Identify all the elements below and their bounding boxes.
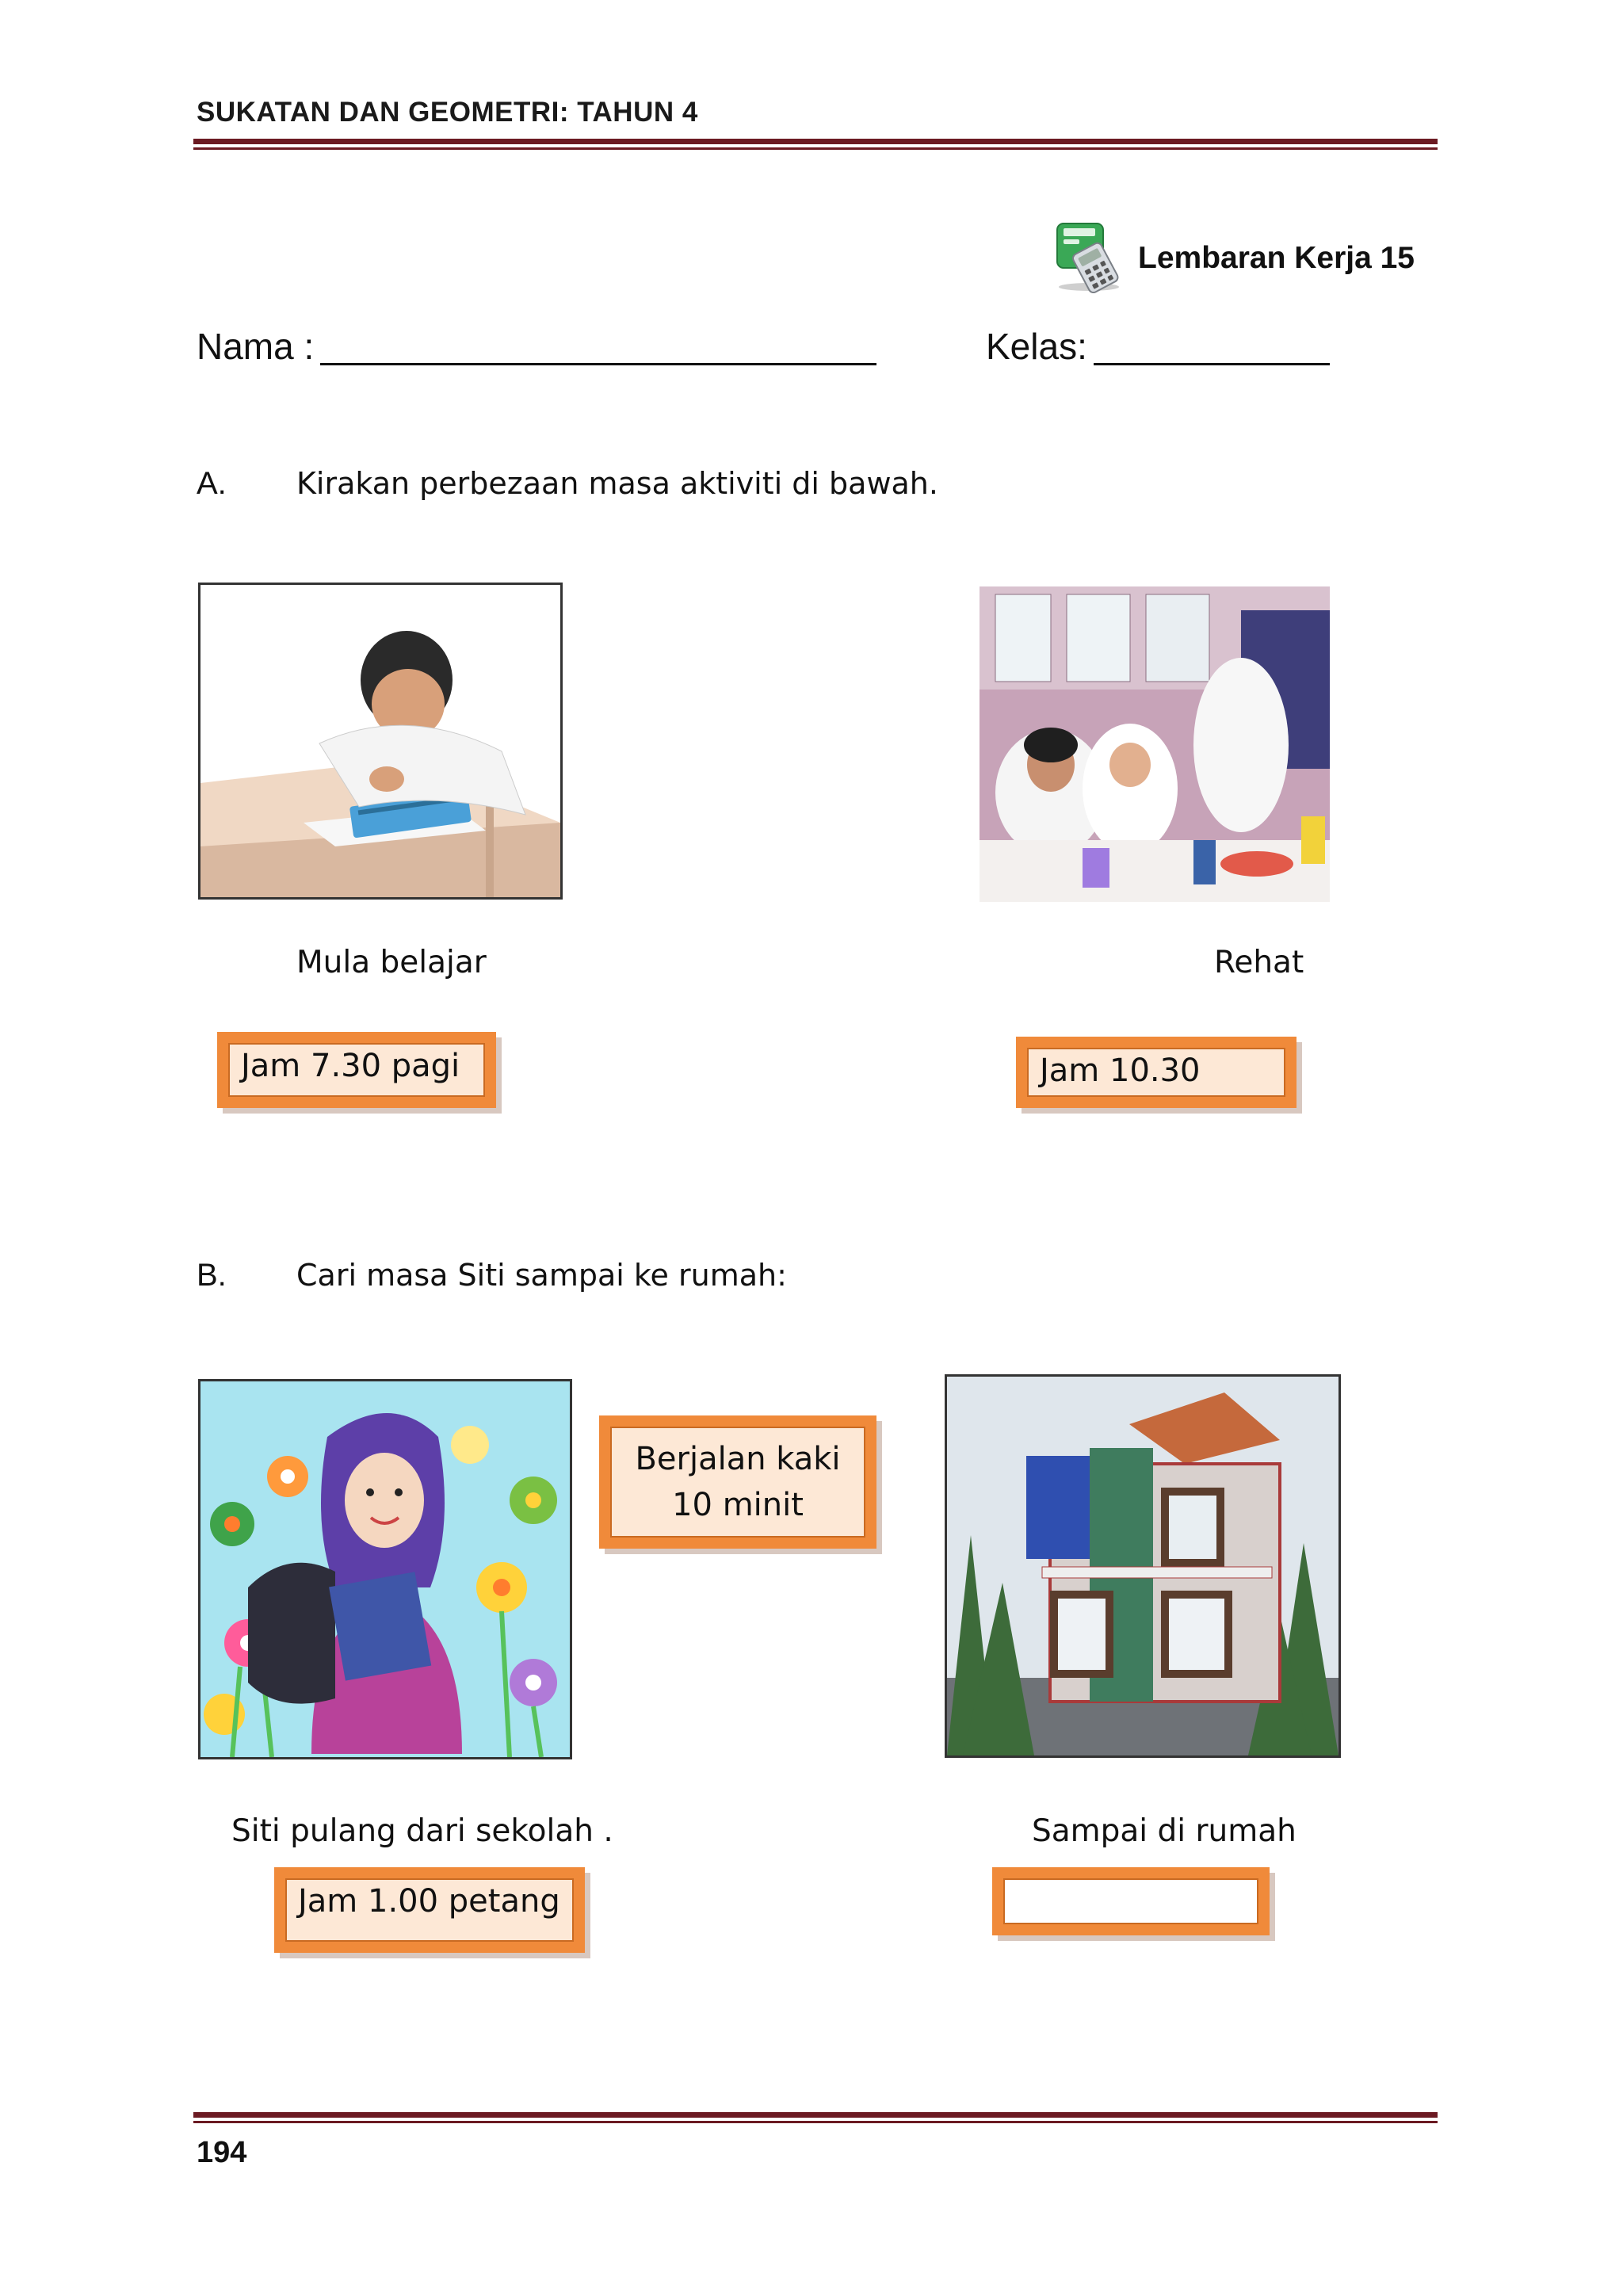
name-field[interactable] — [320, 363, 876, 365]
study-time: Jam 7.30 pagi — [228, 1043, 485, 1097]
recess-time: Jam 10.30 — [1027, 1048, 1285, 1097]
walking-time-box — [599, 1415, 876, 1549]
house-image — [945, 1374, 1341, 1758]
class-label: Kelas: — [986, 326, 1087, 367]
header-title: SUKATAN DAN GEOMETRI: TAHUN 4 — [197, 97, 698, 128]
study-caption: Mula belajar — [296, 945, 487, 980]
home-caption: Sampai di rumah — [1032, 1813, 1296, 1849]
name-label: Nama : — [197, 326, 315, 367]
header-rule-thick — [193, 139, 1438, 144]
section-b-instruction: Cari masa Siti sampai ke rumah: — [296, 1258, 787, 1293]
section-a-instruction: Kirakan perbezaan masa aktiviti di bawah. — [296, 466, 938, 501]
class-field[interactable] — [1094, 363, 1330, 365]
arrival-answer[interactable] — [1003, 1878, 1258, 1924]
departure-time: Jam 1.00 petang — [285, 1878, 574, 1942]
page-number: 194 — [197, 2136, 247, 2169]
walking-line-1: Berjalan kaki — [635, 1441, 841, 1477]
section-a-label: A. — [197, 466, 227, 501]
section-b-label: B. — [197, 1258, 227, 1293]
recess-time-box — [1016, 1037, 1296, 1108]
siti-girl-image — [198, 1379, 572, 1759]
walking-time — [610, 1427, 865, 1538]
footer-rule-thin — [193, 2121, 1438, 2123]
calculator-icon — [1052, 220, 1125, 293]
walking-line-2: 10 minit — [672, 1487, 804, 1523]
arrival-answer-box[interactable] — [992, 1867, 1270, 1935]
recess-image — [980, 586, 1330, 902]
recess-caption: Rehat — [1214, 945, 1304, 980]
study-time-box — [217, 1032, 496, 1108]
footer-rule-thick — [193, 2112, 1438, 2118]
worksheet-title: Lembaran Kerja 15 — [1138, 241, 1415, 275]
siti-caption: Siti pulang dari sekolah . — [231, 1813, 613, 1849]
departure-time-box — [274, 1867, 585, 1953]
boy-studying-image — [198, 583, 563, 900]
header-rule-thin — [193, 147, 1438, 150]
